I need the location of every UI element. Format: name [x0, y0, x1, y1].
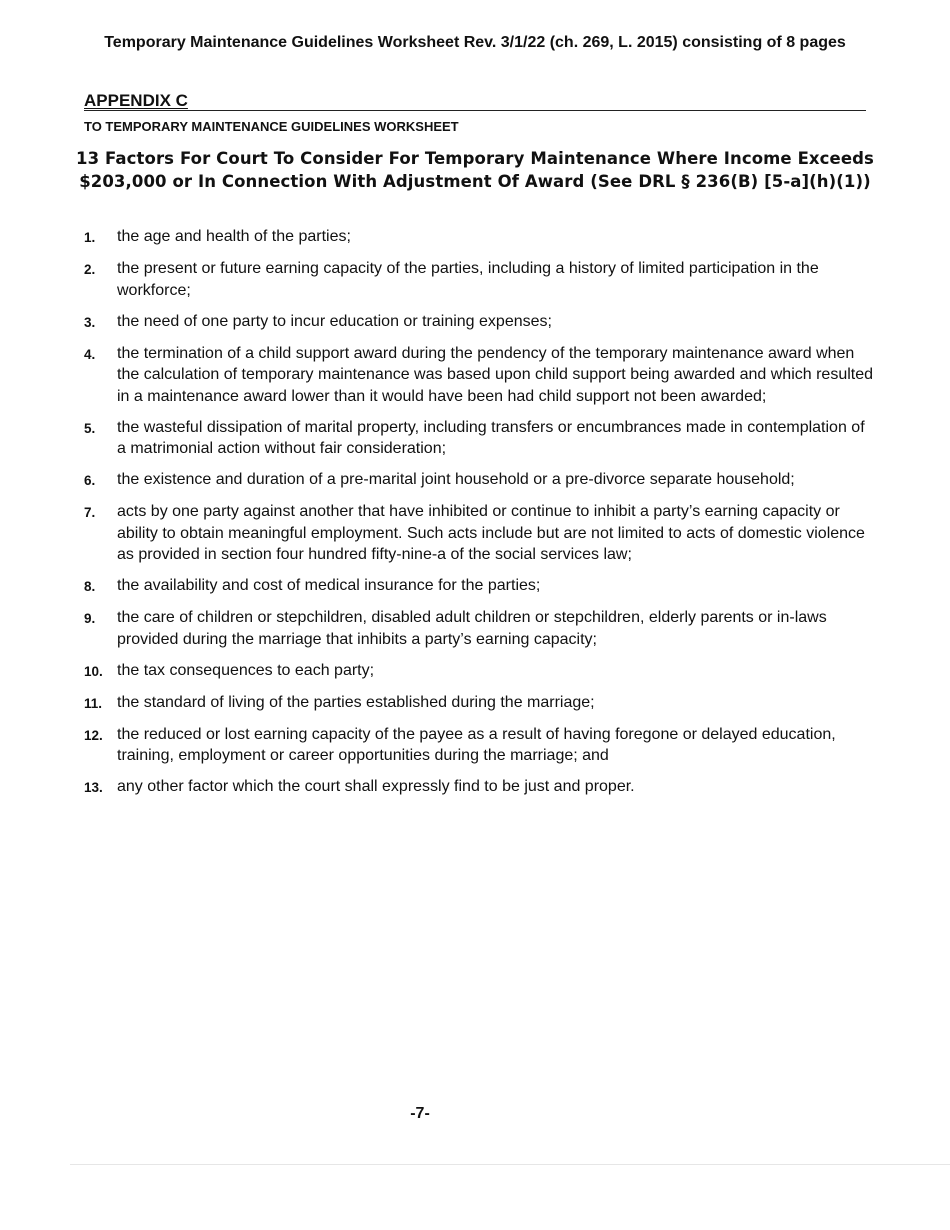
factor-number: 13. — [84, 780, 103, 795]
factor-number: 3. — [84, 314, 96, 330]
factor-item — [84, 501, 874, 566]
appendix-subtitle: TO TEMPORARY MAINTENANCE GUIDELINES WORKSHEET — [84, 119, 459, 134]
factor-text: the existence and duration of a pre-marital joint household or a pre-divorce separate household; — [117, 471, 795, 488]
factor-item — [84, 776, 874, 799]
factor-text: acts by one party against another that have inhibited or continue to inhibit a party’s earning capacity or ability to obtain meaningful employment. Such acts include but are not limited to acts of domestic violence as provided in section four hundred fifty-nine-a of the social services law; — [117, 503, 865, 563]
factor-number: 8. — [84, 579, 96, 594]
factor-number: 11. — [84, 695, 103, 711]
factor-item — [84, 311, 874, 334]
factors-heading — [20, 147, 930, 193]
factor-item — [84, 343, 874, 408]
factors-list — [84, 226, 874, 808]
page-number: -7- — [410, 1105, 430, 1122]
factor-text: the age and health of the parties; — [117, 228, 351, 245]
factor-number: 6. — [84, 473, 96, 488]
factor-text: the care of children or stepchildren, disabled adult children or stepchildren, elderly parents or in-laws provided during the marriage that inhibits a party’s earning capacity; — [117, 609, 827, 648]
factor-number: 2. — [84, 262, 96, 277]
factor-item — [84, 226, 874, 249]
factor-text: the wasteful dissipation of marital property, including transfers or encumbrances made in contemplation of a matrimonial action without fair consideration; — [117, 418, 865, 457]
factor-text: the reduced or lost earning capacity of the payee as a result of having foregone or delayed education, training, employment or career opportunities during the marriage; and — [117, 725, 836, 764]
factor-text: the tax consequences to each party; — [117, 661, 375, 679]
factor-number: 9. — [84, 611, 96, 626]
factor-number: 10. — [84, 663, 103, 679]
factor-number: 12. — [84, 727, 103, 743]
factor-text: the need of one party to incur education or training expenses; — [117, 312, 552, 330]
factor-item — [84, 607, 874, 650]
factor-item — [84, 660, 874, 683]
footer-divider — [70, 1164, 950, 1165]
factor-text: the standard of living of the parties established during the marriage; — [117, 693, 595, 711]
document-header-title: Temporary Maintenance Guidelines Worksheet Rev. 3/1/22 (ch. 269, L. 2015) consisting of 8 pages — [104, 34, 846, 51]
factor-text: the availability and cost of medical insurance for the parties; — [117, 577, 541, 594]
factor-item — [84, 417, 874, 460]
factors-heading-line-1: 13 Factors For Court To Consider For Temporary Maintenance Where Income Exceeds — [76, 149, 874, 168]
factors-heading-line-2: $203,000 or In Connection With Adjustment Of Award (See DRL § 236(B) [5-a](h)(1)) — [79, 172, 871, 191]
appendix-label: APPENDIX C — [84, 91, 188, 110]
factor-item — [84, 692, 874, 715]
factor-number: 5. — [84, 420, 96, 436]
factor-item — [84, 724, 874, 767]
factor-text: the present or future earning capacity of the parties, including a history of limited participation in the workforce; — [117, 260, 819, 299]
appendix-heading — [84, 91, 866, 111]
factor-number: 1. — [84, 230, 96, 245]
factor-text: any other factor which the court shall expressly find to be just and proper. — [117, 778, 635, 795]
factor-number: 7. — [84, 505, 96, 520]
factor-item — [84, 575, 874, 598]
factor-text: the termination of a child support award during the pendency of the temporary maintenance award when the calculation of temporary maintenance was based upon child support being awarded and which resulted in a maintenance award lower than it would have been had child support not been awarded; — [117, 344, 874, 405]
factor-item — [84, 469, 874, 492]
factor-number: 4. — [84, 346, 96, 362]
factor-item — [84, 258, 874, 301]
